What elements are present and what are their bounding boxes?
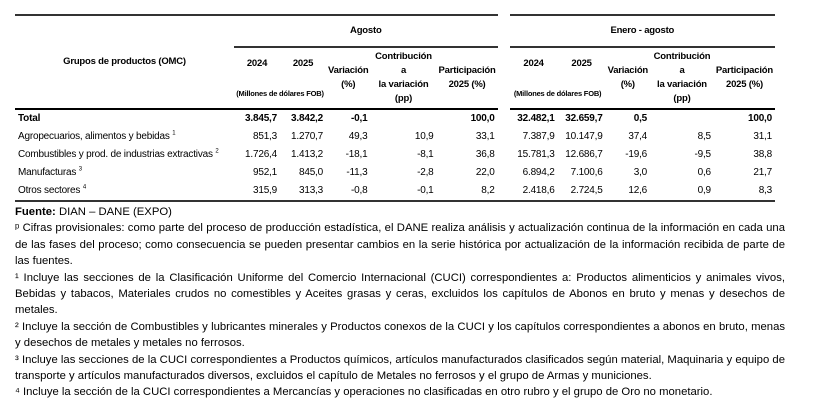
cell-value: 0,5 [606, 109, 650, 128]
col-2025-ytd: 2025 [571, 57, 592, 69]
cell-value: -0,8 [326, 182, 370, 201]
col-2025: 2025 [292, 57, 314, 69]
cell-value: 49,3 [348, 131, 368, 142]
cell-value: 2.724,5 [558, 182, 606, 201]
cell-value: 8,3 [714, 182, 775, 201]
cell-value: 315,9 [234, 182, 280, 201]
cell-value: 1.413,2 [291, 149, 323, 160]
cell-value [370, 109, 436, 128]
cell-value: 1.270,7 [291, 131, 323, 142]
cell-value: 36,8 [475, 149, 495, 160]
col-2024-ytd: 2024 [523, 57, 544, 69]
source-line: Fuente: DIAN – DANE (EXPO) [15, 206, 172, 218]
table-row [15, 146, 775, 164]
cell-value: 845,0 [298, 167, 323, 178]
table-row [15, 109, 775, 128]
note-3: ³ Incluye las secciones de la CUCI correspondientes a Productos químicos, artículos manufacturados clasificados según material, Maquinaria y equipo de transporte y artículos manufacturados diversos, excluidos el capítulo de Metales no ferrosos y el grupo de Armas y municiones. [15, 353, 785, 383]
cell-value: -8,1 [417, 149, 434, 160]
cell-value: 32.659,7 [558, 109, 606, 128]
cell-value: 952,1 [252, 167, 277, 178]
col-variacion-ytd: Variación (%) [607, 65, 649, 90]
cell-value: -2,8 [417, 167, 434, 178]
row-label: Total [15, 109, 234, 128]
cell-value: 0,6 [697, 167, 711, 178]
period-header-agosto: Agosto [234, 15, 498, 47]
note-2: ² Incluye la sección de Combustibles y lubricantes minerales y Productos conexos de la CUCI y los capítulos correspondientes a abonos en bruto, menas y desechos de metales y metales no ferrosos. [15, 320, 785, 350]
cell-value: 38,8 [753, 149, 772, 160]
cell-value: 33,1 [475, 131, 495, 142]
group-header: Grupos de productos (OMC) [15, 15, 234, 109]
cell-value: 32.482,1 [510, 109, 558, 128]
table-row [15, 164, 775, 182]
note-1: ¹ Incluye las secciones de la Clasificación Uniforme del Comercio Internacional (CUCI) correspondientes a: Productos alimenticios y animales vivos, Bebidas y tabacos, Materiales crudos no comestibles y Aceites grasas y ceras, excluidos los capítulos de Abonos en bruto y menas y desechos de metales. [15, 271, 785, 317]
cell-value: 10.147,9 [565, 131, 603, 142]
cell-value: 37,4 [628, 131, 648, 142]
note-4: ⁴ Incluye la sección de la CUCI correspondientes a Mercancías y operaciones no clasificadas en otro rubro y el grupo de Oro no monetario. [15, 386, 713, 399]
col-2024: 2024 [246, 57, 268, 69]
cell-value: 12,6 [606, 182, 650, 201]
cell-value: -19,6 [625, 149, 648, 160]
cell-value: 3,0 [633, 167, 648, 178]
cell-value: 313,3 [280, 182, 326, 201]
unit-label-ytd: (Millones de dólares FOB) [513, 88, 602, 98]
col-contribucion: Contribución a la variación (pp) [375, 51, 432, 104]
row-label: Agropecuarios, alimentos y bebidas $^1$ [18, 130, 176, 142]
col-participacion: Participación 2025 (%) [438, 65, 496, 90]
cell-value: 15.781,3 [517, 149, 555, 160]
table-row [15, 128, 775, 146]
cell-value: 7.387,9 [522, 131, 555, 142]
cell-value: 31,1 [753, 131, 772, 142]
footnotes [15, 204, 785, 401]
cell-value: 100,0 [714, 109, 775, 128]
row-label: Otros sectores $^4$ [15, 182, 234, 201]
cell-value: 7.100,6 [570, 167, 603, 178]
cell-value: -9,5 [694, 149, 711, 160]
cell-value: 1.726,4 [245, 149, 277, 160]
cell-value: 3.842,2 [280, 109, 326, 128]
note-provisional: ᵖ Cifras provisionales: como parte del proceso de producción estadística, el DANE realiza análisis y actualización continua de la información en cada una de las fases del proceso; como consecuencia se pueden presentar cambios en la serie histórica por actualización de la información recibida de parte de las fuentes. [15, 222, 785, 268]
col-variacion: Variación (%) [328, 65, 369, 90]
exports-table-container [15, 14, 775, 202]
unit-label: (Millones de dólares FOB) [236, 88, 324, 98]
cell-value: 0,9 [650, 182, 714, 201]
cell-value: 12.686,7 [565, 149, 603, 160]
cell-value: 6.894,2 [522, 167, 555, 178]
period-header-enero-agosto: Enero - agosto [510, 15, 775, 47]
cell-value: 21,7 [753, 167, 772, 178]
cell-value: -0,1 [326, 109, 370, 128]
cell-value: 22,0 [475, 167, 495, 178]
cell-value [650, 109, 714, 128]
cell-value: -0,1 [370, 182, 436, 201]
exports-table [15, 14, 775, 202]
col-contribucion-ytd: Contribución a la variación (pp) [653, 51, 711, 104]
cell-value: 8,5 [697, 131, 711, 142]
cell-value: 3.845,7 [234, 109, 280, 128]
cell-value: 8,2 [437, 182, 498, 201]
table-row [15, 182, 775, 201]
cell-value: 100,0 [437, 109, 498, 128]
cell-value: -18,1 [345, 149, 368, 160]
col-participacion-ytd: Participación 2025 (%) [715, 65, 773, 90]
row-label: Combustibles y prod. de industrias extractivas $^2$ [18, 148, 219, 160]
row-label: Manufacturas $^3$ [18, 166, 82, 178]
cell-value: 10,9 [414, 131, 434, 142]
cell-value: 851,3 [252, 131, 277, 142]
cell-value: -11,3 [346, 167, 368, 178]
cell-value: 2.418,6 [510, 182, 558, 201]
